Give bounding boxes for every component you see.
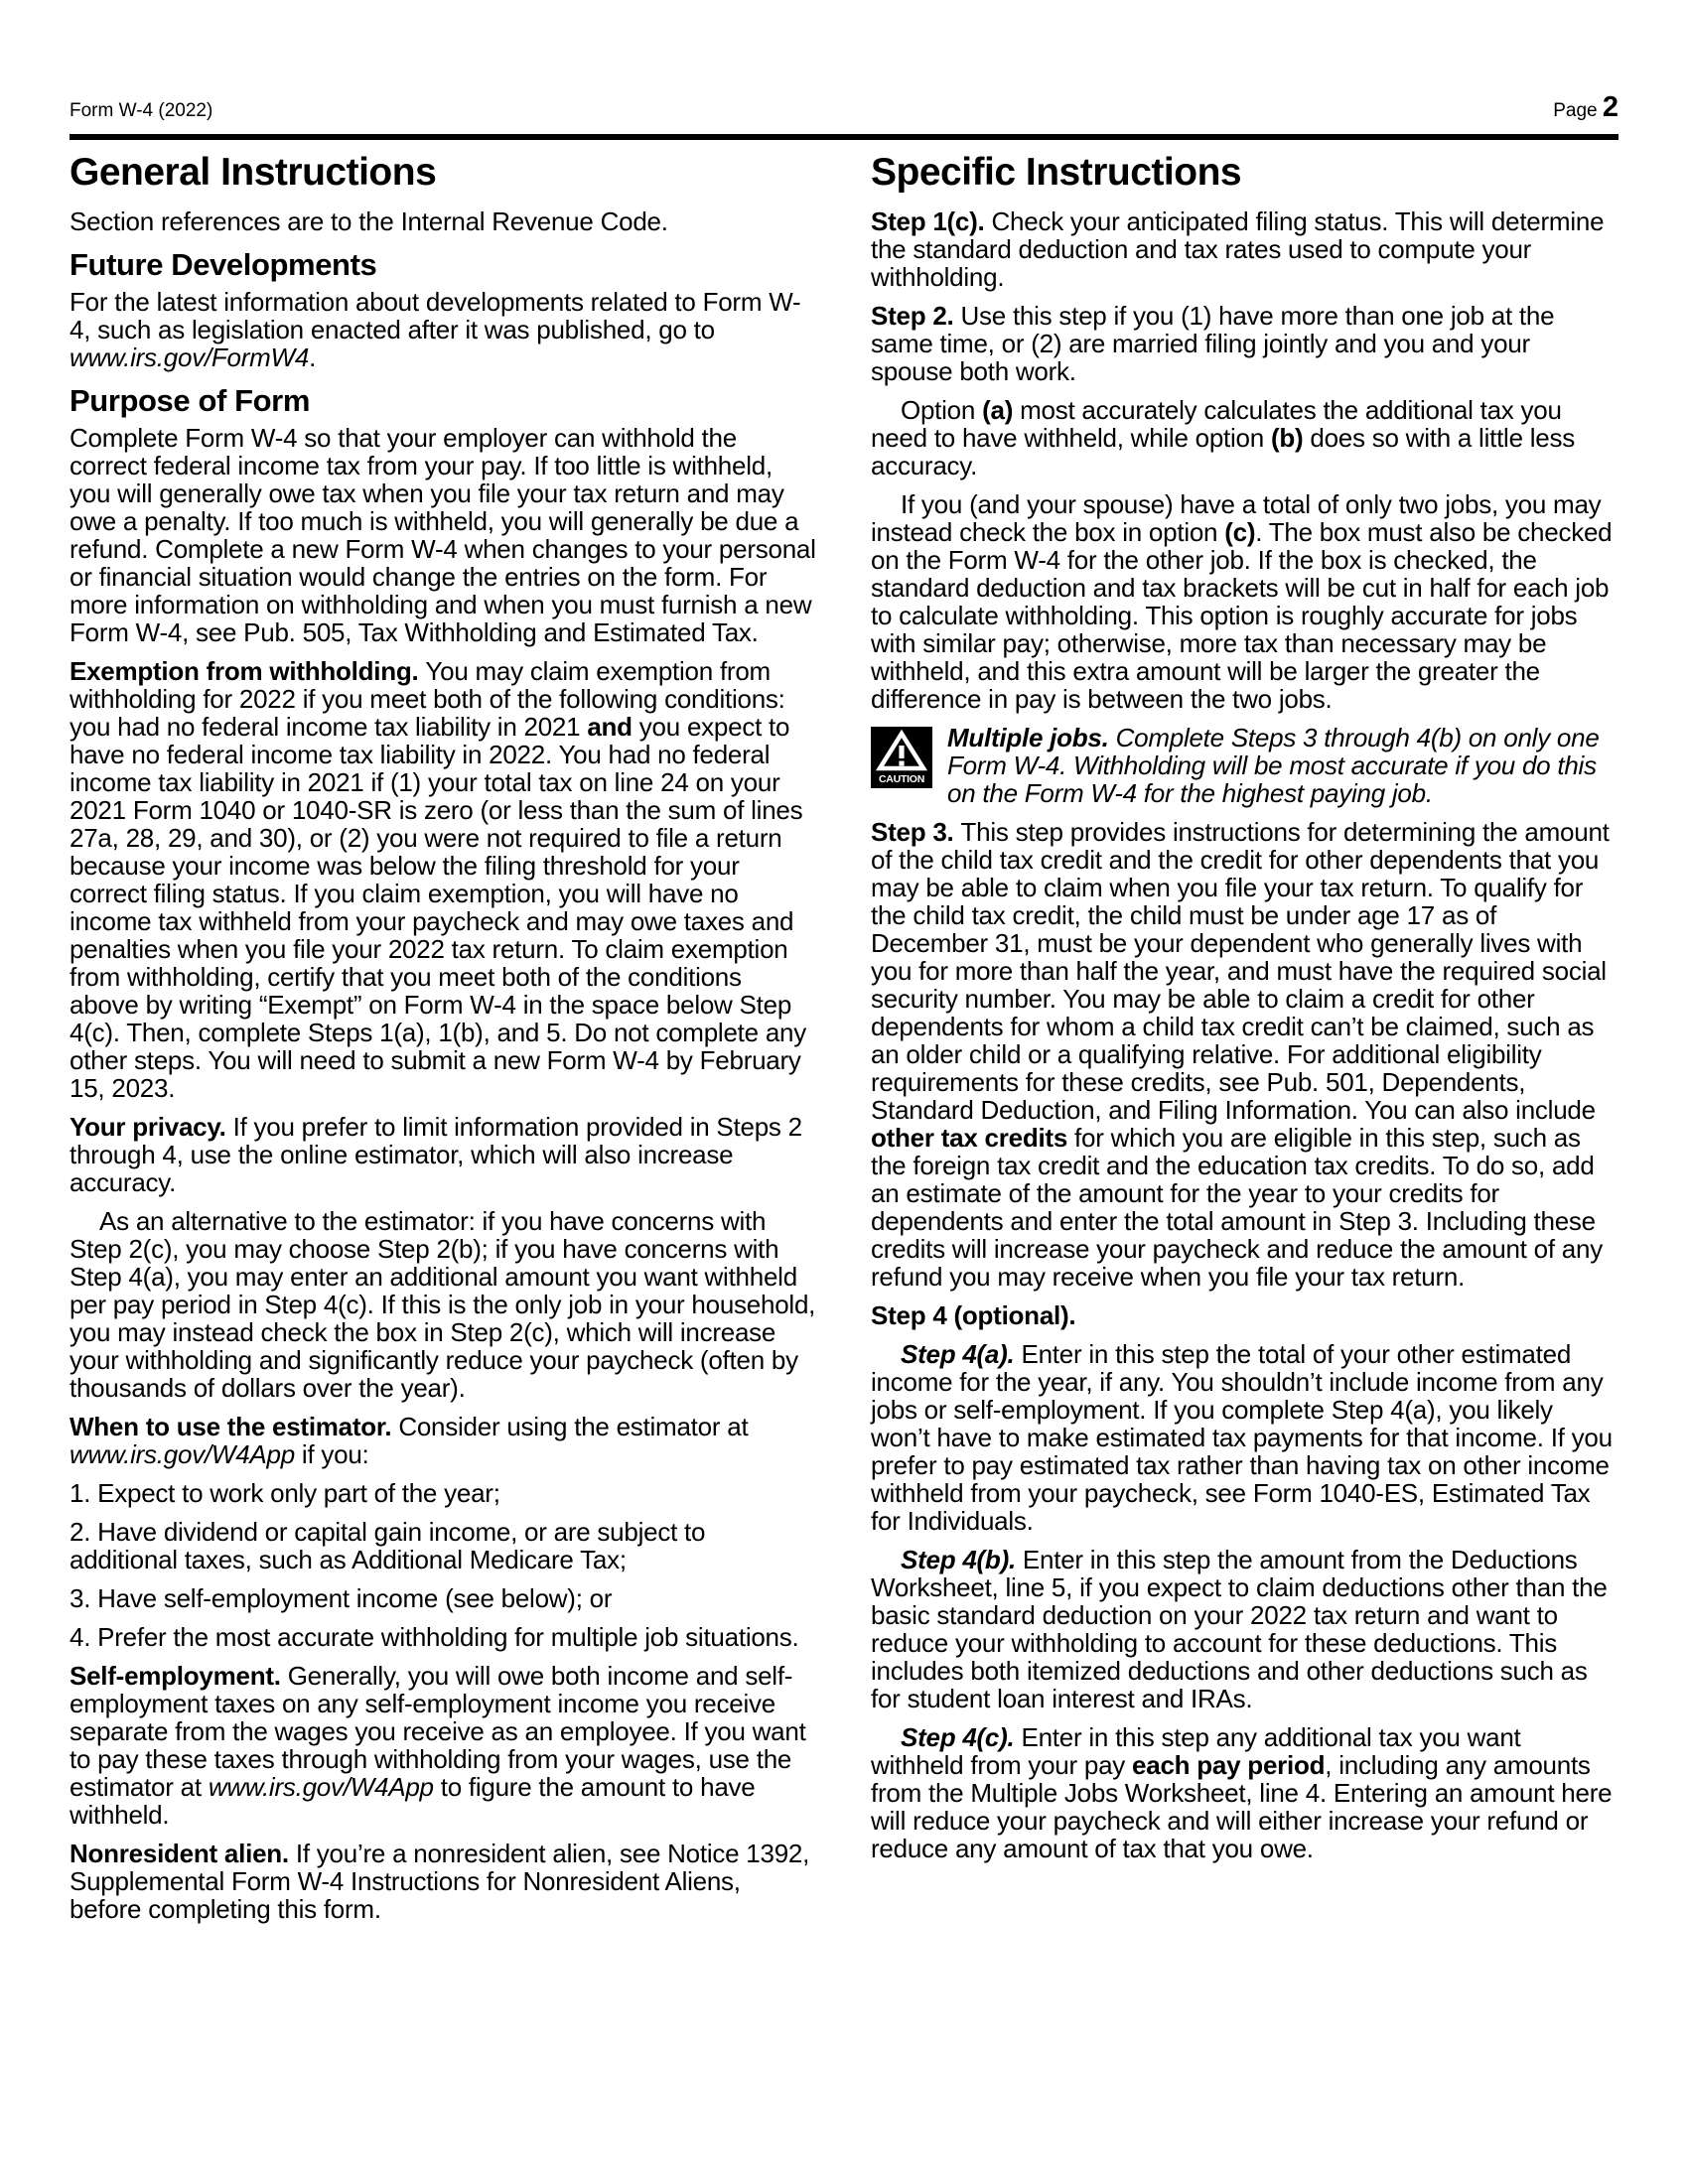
caution-icon xyxy=(871,727,932,788)
two-column-body xyxy=(70,146,1618,1934)
paragraph: 2. Have dividend or capital gain income, or are subject to additional taxes, such as Additional Medicare Tax; xyxy=(70,1517,706,1574)
paragraph: When to use the estimator. Consider using the estimator at www.irs.gov/W4App if you: xyxy=(70,1412,749,1469)
paragraph: 1. Expect to work only part of the year; xyxy=(70,1478,500,1508)
url-text: www.irs.gov/W4App xyxy=(208,1772,434,1802)
right-column xyxy=(871,146,1618,1934)
section-heading: Purpose of Form xyxy=(70,383,311,418)
paragraph: Complete Form W-4 so that your employer can withhold the correct federal income tax from your pay. If too little is withheld, you will generally owe tax when you file your tax return and may owe a penalty. If too much is withheld, you will generally be due a refund. Complete a new Form W-4 when changes to your personal or financial situation would change the entries on the form. For more information on withholding and when you must furnish a new Form W-4, see Pub. 505, Tax Withholding and Estimated Tax. xyxy=(70,423,816,647)
paragraph: For the latest information about developments related to Form W-4, such as legislation enacted after it was published, go to www.irs.gov/FormW4. xyxy=(70,287,801,372)
paragraph: Step 2. Use this step if you (1) have more than one job at the same time, or (2) are married filing jointly and you and your spouse both work. xyxy=(871,301,1555,386)
paragraph: Self-employment. Generally, you will owe both income and self-employment taxes on any self-employment income you receive separate from the wages you receive as an employee. If you want to pay these taxes through withholding from your wages, use the estimator at www.irs.gov/W4App to figure the amount to have withheld. xyxy=(70,1661,806,1830)
paragraph: Step 3. This step provides instructions for determining the amount of the child tax credit and the credit for other dependents that you may be able to claim when you file your tax return. To qualify for the child tax credit, the child must be under age 17 as of December 31, must be your dependent who generally lives with you for more than half the year, and must have the required social security number. You may be able to claim a credit for other dependents for whom a child tax credit can’t be claimed, such as an older child or a qualifying relative. For additional eligibility requirements for these credits, see Pub. 501, Dependents, Standard Deduction, and Filing Information. You can also include other tax credits for which you are eligible in this step, such as the foreign tax credit and the education tax credits. To do so, add an estimate of the amount for the year to your credits for dependents and enter the total amount in Step 3. Including these credits will increase your paycheck and reduce the amount of any refund you may receive when you file your tax return. xyxy=(871,817,1610,1292)
paragraph: Nonresident alien. If you’re a nonresident alien, see Notice 1392, Supplemental Form W-4 Instructions for Nonresident Aliens, before completing this form. xyxy=(70,1839,810,1924)
paragraph: 3. Have self-employment income (see below); or xyxy=(70,1583,613,1613)
url-text: www.irs.gov/W4App xyxy=(70,1439,295,1469)
paragraph: Step 4(c). Enter in this step any additional tax you want withheld from your pay each pay period, including any amounts from the Multiple Jobs Worksheet, line 4. Entering an amount here will reduce your paycheck and will either increase your refund or reduce any amount of tax that you owe. xyxy=(871,1722,1613,1863)
paragraph: 4. Prefer the most accurate withholding for multiple job situations. xyxy=(70,1622,799,1652)
paragraph: Option (a) most accurately calculates the additional tax you need to have withheld, while option (b) does so with a little less accuracy. xyxy=(871,395,1576,480)
paragraph: Exemption from withholding. You may claim exemption from withholding for 2022 if you meet both of the following conditions: you had no federal income tax liability in 2021 and you expect to have no federal income tax liability in 2022. You had no federal income tax liability in 2021 if (1) your total tax on line 24 on your 2021 Form 1040 or 1040-SR is zero (or less than the sum of lines 27a, 28, 29, and 30), or (2) you were not required to file a return because your income was below the filing threshold for your correct filing status. If you claim exemption, you will have no income tax withheld from your paycheck and may owe taxes and penalties when you file your 2022 tax return. To claim exemption from withholding, certify that you meet both of the conditions above by writing “Exempt” on Form W-4 in the space below Step 4(c). Then, complete Steps 1(a), 1(b), and 5. Do not complete any other steps. You will need to submit a new Form W-4 by February 15, 2023. xyxy=(70,656,806,1103)
right-column-blocks xyxy=(871,207,1618,1862)
column-title-specific-instructions: Specific Instructions xyxy=(871,151,1242,194)
page-indicator xyxy=(1553,91,1618,124)
url-text: www.irs.gov/FormW4 xyxy=(70,342,310,372)
paragraph: If you (and your spouse) have a total of only two jobs, you may instead check the box in option (c). The box must also be checked on the Form W-4 for the other job. If the box is checked, the standard deduction and tax brackets will be cut in half for each job to calculate withholding. This option is roughly accurate for jobs with similar pay; otherwise, more tax than necessary may be withheld, and this extra amount will be larger the greater the difference in pay is between the two jobs. xyxy=(871,489,1613,714)
page-number: 2 xyxy=(1602,91,1618,123)
paragraph: Step 4 (optional). xyxy=(871,1300,1076,1330)
caution-note xyxy=(871,724,1618,807)
paragraph: Your privacy. If you prefer to limit information provided in Steps 2 through 4, use the online estimator, which will also increase accuracy. xyxy=(70,1112,802,1197)
paragraph: Step 4(a). Enter in this step the total of your other estimated income for the year, if any. You shouldn’t include income from any jobs or self-employment. If you complete Step 4(a), you likely won’t have to make estimated tax payments for that income. If you prefer to pay estimated tax rather than having tax on other income withheld from your paycheck, see Form 1040-ES, Estimated Tax for Individuals. xyxy=(871,1339,1613,1536)
paragraph: Section references are to the Internal Revenue Code. xyxy=(70,206,668,236)
page-header xyxy=(70,91,1618,140)
left-column-blocks xyxy=(70,207,817,1923)
caution-text: Multiple jobs. Complete Steps 3 through 4(b) on only one Form W-4. Withholding will be most accurate if you do this on the Form W-4 for the highest paying job. xyxy=(947,723,1600,808)
section-heading: Future Developments xyxy=(70,247,377,282)
svg-text:CAUTION: CAUTION xyxy=(878,773,925,785)
paragraph: Step 1(c). Check your anticipated filing status. This will determine the standard deduction and tax rates used to compute your withholding. xyxy=(871,206,1605,292)
left-column xyxy=(70,146,817,1934)
form-id: Form W-4 (2022) xyxy=(70,100,213,121)
page-word: Page xyxy=(1553,100,1598,121)
paragraph: Step 4(b). Enter in this step the amount from the Deductions Worksheet, line 5, if you expect to claim deductions other than the basic standard deduction on your 2022 tax return and want to reduce your withholding to account for these deductions. This includes both itemized deductions and other deductions such as for student loan interest and IRAs. xyxy=(871,1545,1608,1713)
column-title-general-instructions: General Instructions xyxy=(70,151,437,194)
paragraph: As an alternative to the estimator: if you have concerns with Step 2(c), you may choose Step 2(b); if you have concerns with Step 4(a), you may enter an additional amount you want withheld per pay period in Step 4(c). If this is the only job in your household, you may instead check the box in Step 2(c), which will increase your withholding and significantly reduce your paycheck (often by thousands of dollars over the year). xyxy=(70,1206,816,1403)
